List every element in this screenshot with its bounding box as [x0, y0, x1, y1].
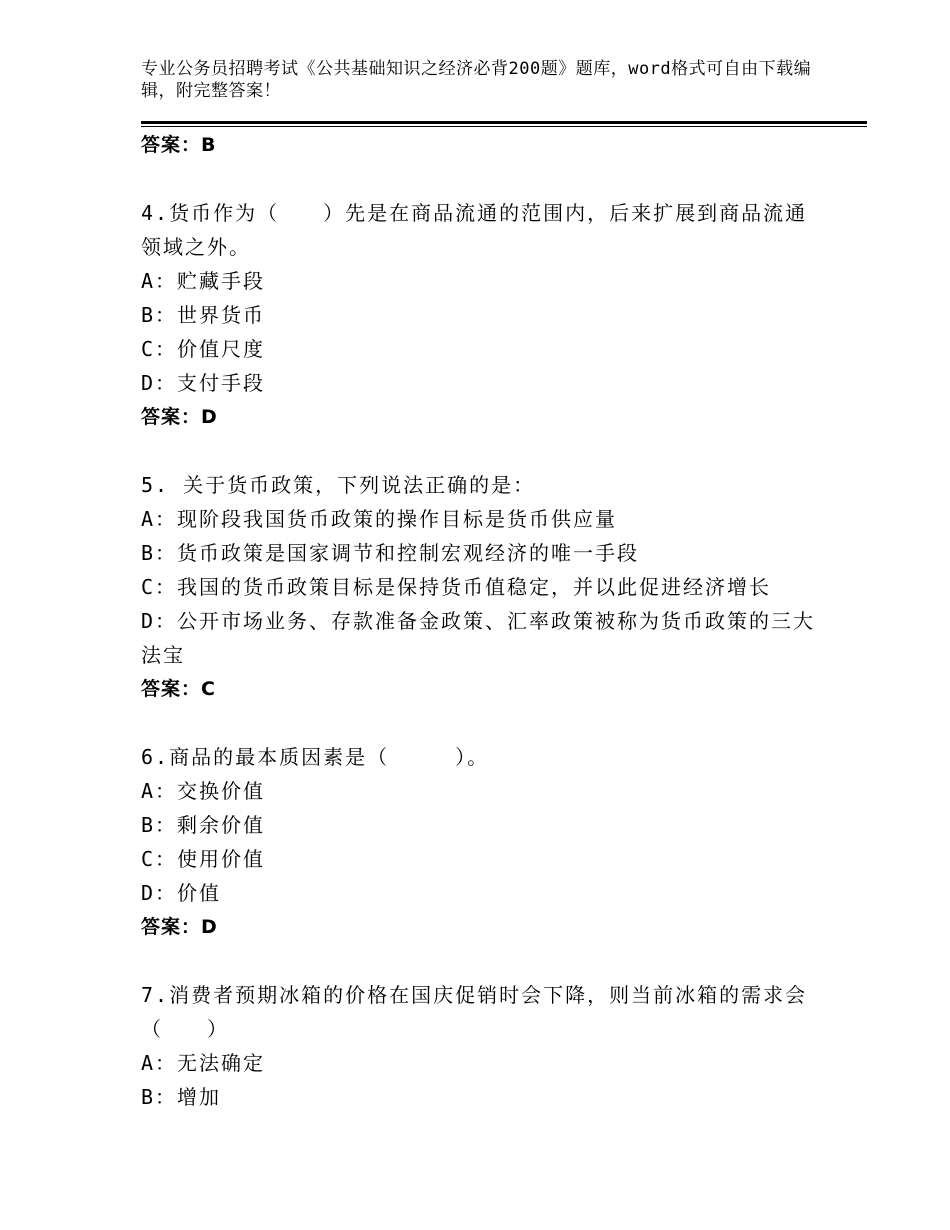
question-5: [141, 468, 821, 706]
question-4: [141, 196, 821, 434]
question-6: [141, 740, 821, 944]
header-rule-thin: [141, 126, 867, 127]
option-b: B：货币政策是国家调节和控制宏观经济的唯一手段: [141, 541, 640, 565]
answer: 答案：D: [141, 916, 218, 938]
question-7: [141, 978, 821, 1114]
header-rule-thick: [141, 121, 867, 124]
option-d: D：公开市场业务、存款准备金政策、汇率政策被称为货币政策的三大法宝: [141, 609, 816, 667]
question-list: [141, 128, 821, 1114]
option-c: C：我国的货币政策目标是保持货币值稳定，并以此促进经济增长: [141, 575, 772, 599]
option-b: B：增加: [141, 1085, 222, 1109]
header-text: 专业公务员招聘考试《公共基础知识之经济必背200题》题库，word格式可自由下载编辑，附完整答案！: [141, 59, 812, 101]
question-stem: 4.货币作为（ ）先是在商品流通的范围内，后来扩展到商品流通领域之外。: [141, 201, 808, 259]
option-a: A：无法确定: [141, 1051, 266, 1075]
option-b: B：剩余价值: [141, 813, 266, 837]
option-c: C：价值尺度: [141, 337, 266, 361]
answer: 答案：D: [141, 406, 218, 428]
document-header: [141, 58, 821, 102]
previous-answer: 答案：B: [141, 134, 217, 156]
option-a: A：交换价值: [141, 779, 266, 803]
question-stem: 6.商品的最本质因素是（ ）。: [141, 745, 490, 769]
option-d: D：价值: [141, 881, 222, 905]
option-a: A：贮藏手段: [141, 269, 266, 293]
answer: 答案：C: [141, 678, 216, 700]
option-d: D：支付手段: [141, 371, 266, 395]
option-c: C：使用价值: [141, 847, 266, 871]
question-stem: 7.消费者预期冰箱的价格在国庆促销时会下降，则当前冰箱的需求会（ ）: [141, 983, 808, 1041]
question-stem: 5. 关于货币政策，下列说法正确的是：: [141, 473, 536, 497]
option-b: B：世界货币: [141, 303, 266, 327]
option-a: A：现阶段我国货币政策的操作目标是货币供应量: [141, 507, 618, 531]
